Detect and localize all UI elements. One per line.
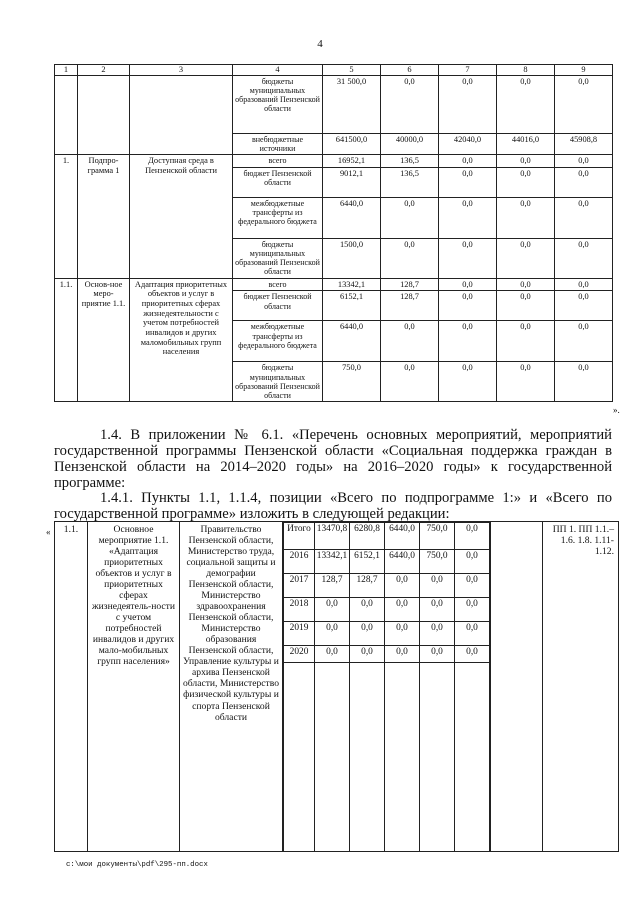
year-value-cell: 0,0 [385, 598, 420, 622]
year-value-cell: 0,0 [455, 550, 490, 574]
year-value-cell: 0,0 [420, 574, 455, 598]
value-cell: 0,0 [439, 291, 497, 321]
filler-cell [315, 663, 350, 851]
value-cell: 0,0 [439, 155, 497, 168]
value-cell: 31 500,0 [323, 75, 381, 133]
value-cell: 0,0 [497, 197, 555, 238]
paragraph-1-4: 1.4. В приложении № 6.1. «Перечень основных мероприятий, мероприятий государственной программы Пензенской области «Социальная поддержка граждан в Пензенской области на 2014–2020 годы» на 2016–2020 годы» к государственной программе: [54, 427, 612, 491]
value-cell: 136,5 [381, 167, 439, 197]
page-number: 4 [317, 38, 323, 50]
header-cell: 7 [439, 65, 497, 76]
value-cell: 641500,0 [323, 133, 381, 154]
value-cell: 6440,0 [323, 197, 381, 238]
value-cell: 0,0 [555, 238, 613, 278]
measure-number: 1.1. [55, 522, 88, 852]
year-row [284, 646, 490, 663]
header-cell: 4 [233, 65, 323, 76]
value-cell: 40000,0 [381, 133, 439, 154]
year-value-cell: 0,0 [420, 646, 455, 663]
paragraph-1-4-1: 1.4.1. Пункты 1.1, 1.1.4, позиции «Всего по подпрограмме 1:» и «Всего по государственной программе» изложить в следующей редакции: [54, 490, 612, 522]
value-cell: 0,0 [555, 278, 613, 291]
year-value-cell: 6440,0 [385, 523, 420, 550]
value-cell: 6152,1 [323, 291, 381, 321]
year-value-cell: 0,0 [315, 646, 350, 663]
year-row [284, 598, 490, 622]
value-cell: 0,0 [381, 362, 439, 402]
funding-source-cell: бюджет Пензенской области [233, 167, 323, 197]
funding-source-cell: внебюджетные источники [233, 133, 323, 154]
year-filler-row [284, 663, 490, 851]
value-cell: 0,0 [497, 75, 555, 133]
value-cell: 16952,1 [323, 155, 381, 168]
table-header-row [55, 65, 613, 76]
value-cell: 0,0 [555, 155, 613, 168]
filler-cell [350, 663, 385, 851]
year-value-cell: 0,0 [385, 646, 420, 663]
year-cell: 2017 [284, 574, 315, 598]
merged-cell [130, 75, 233, 154]
year-row [284, 574, 490, 598]
table-row [55, 278, 613, 291]
merged-cell: Адаптация приоритетных объектов и услуг в приоритетных сферах жизнедеятельности с учетом потребностей инвалидов и других маломобильных групп населения [130, 278, 233, 402]
year-cell: 2016 [284, 550, 315, 574]
header-cell: 2 [78, 65, 130, 76]
value-cell: 42040,0 [439, 133, 497, 154]
file-path-footer: c:\мои документы\pdf\295-пп.docx [66, 861, 208, 869]
merged-cell: Подпро-грамма 1 [78, 155, 130, 279]
value-cell: 0,0 [439, 362, 497, 402]
year-cell: 2019 [284, 622, 315, 646]
value-cell: 0,0 [555, 197, 613, 238]
value-cell: 0,0 [497, 238, 555, 278]
year-value-cell: 0,0 [350, 622, 385, 646]
merged-cell: Доступная среда в Пензенской области [130, 155, 233, 279]
year-cell: Итого [284, 523, 315, 550]
table1-end-mark: ». [613, 405, 620, 415]
value-cell: 750,0 [323, 362, 381, 402]
year-value-cell: 0,0 [455, 574, 490, 598]
funding-by-year [283, 522, 491, 852]
year-value-cell: 750,0 [420, 550, 455, 574]
year-value-cell: 128,7 [315, 574, 350, 598]
merged-cell [78, 75, 130, 154]
value-cell: 0,0 [381, 321, 439, 362]
program-table [54, 521, 619, 852]
header-cell: 5 [323, 65, 381, 76]
value-cell: 136,5 [381, 155, 439, 168]
value-cell: 0,0 [497, 278, 555, 291]
value-cell: 0,0 [439, 278, 497, 291]
header-cell: 8 [497, 65, 555, 76]
year-value-cell: 0,0 [455, 598, 490, 622]
funding-source-cell: межбюджетные трансферты из федерального бюджета [233, 321, 323, 362]
year-value-cell: 0,0 [420, 622, 455, 646]
value-cell: 0,0 [497, 167, 555, 197]
value-cell: 0,0 [497, 362, 555, 402]
year-value-cell: 6280,8 [350, 523, 385, 550]
year-value-cell: 0,0 [315, 622, 350, 646]
merged-cell: 1.1. [55, 278, 78, 402]
value-cell: 0,0 [381, 75, 439, 133]
year-value-cell: 0,0 [350, 598, 385, 622]
year-value-cell: 0,0 [385, 574, 420, 598]
merged-cell: 1. [55, 155, 78, 279]
indicators: ПП 1. ПП 1.1.– 1.6. 1.8. 1.11-1.12. [543, 522, 619, 852]
year-row [284, 622, 490, 646]
year-value-cell: 0,0 [420, 598, 455, 622]
value-cell: 0,0 [555, 362, 613, 402]
table2-start-mark: « [46, 527, 51, 537]
value-cell: 0,0 [439, 167, 497, 197]
value-cell: 0,0 [555, 167, 613, 197]
table-row [55, 155, 613, 168]
value-cell: 128,7 [381, 278, 439, 291]
value-cell: 1500,0 [323, 238, 381, 278]
value-cell: 13342,1 [323, 278, 381, 291]
value-cell: 6440,0 [323, 321, 381, 362]
measure-name: Основное мероприятие 1.1. «Адаптация приоритетных объектов и услуг в приоритетных сферах жизнедеятель-ности с учетом потребностей инвалидов и других мало-мобильных групп населения» [88, 522, 180, 852]
funding-source-cell: бюджеты муниципальных образований Пензенской области [233, 75, 323, 133]
merged-cell: Основ-ное меро-приятие 1.1. [78, 278, 130, 402]
value-cell: 0,0 [555, 321, 613, 362]
value-cell: 45908,8 [555, 133, 613, 154]
empty-column [491, 522, 543, 852]
budget-table [54, 64, 613, 402]
value-cell: 0,0 [439, 238, 497, 278]
value-cell: 0,0 [381, 197, 439, 238]
value-cell: 0,0 [381, 238, 439, 278]
year-value-cell: 0,0 [455, 523, 490, 550]
year-value-cell: 0,0 [385, 622, 420, 646]
year-value-cell: 128,7 [350, 574, 385, 598]
value-cell: 0,0 [439, 321, 497, 362]
header-cell: 9 [555, 65, 613, 76]
value-cell: 128,7 [381, 291, 439, 321]
value-cell: 44016,0 [497, 133, 555, 154]
year-value-cell: 13470,8 [315, 523, 350, 550]
value-cell: 0,0 [555, 291, 613, 321]
year-value-cell: 0,0 [455, 622, 490, 646]
year-cell: 2020 [284, 646, 315, 663]
filler-cell [455, 663, 490, 851]
value-cell: 0,0 [555, 75, 613, 133]
funding-source-cell: межбюджетные трансферты из федерального бюджета [233, 197, 323, 238]
merged-cell [55, 75, 78, 154]
year-row [284, 523, 490, 550]
years-table [283, 522, 490, 851]
funding-source-cell: бюджет Пензенской области [233, 291, 323, 321]
funding-source-cell: бюджеты муниципальных образований Пензенской области [233, 238, 323, 278]
filler-cell [385, 663, 420, 851]
filler-cell [284, 663, 315, 851]
header-cell: 3 [130, 65, 233, 76]
value-cell: 0,0 [497, 155, 555, 168]
measure-executor: Правительство Пензенской области, Министерство труда, социальной защиты и демографии Пензенской области, Министерство здравоохранения Пензенской области, Министерство образования Пензенской области, Управление культуры и архива Пензенской области, Министерство физической культуры и спорта Пензенской области [180, 522, 283, 852]
funding-source-cell: всего [233, 278, 323, 291]
funding-source-cell: всего [233, 155, 323, 168]
funding-source-cell: бюджеты муниципальных образований Пензенской области [233, 362, 323, 402]
year-cell: 2018 [284, 598, 315, 622]
year-value-cell: 6152,1 [350, 550, 385, 574]
year-value-cell: 6440,0 [385, 550, 420, 574]
value-cell: 0,0 [497, 291, 555, 321]
value-cell: 9012,1 [323, 167, 381, 197]
header-cell: 6 [381, 65, 439, 76]
year-value-cell: 0,0 [350, 646, 385, 663]
value-cell: 0,0 [439, 75, 497, 133]
year-value-cell: 13342,1 [315, 550, 350, 574]
year-value-cell: 0,0 [315, 598, 350, 622]
filler-cell [420, 663, 455, 851]
value-cell: 0,0 [497, 321, 555, 362]
header-cell: 1 [55, 65, 78, 76]
year-row [284, 550, 490, 574]
table-row [55, 75, 613, 133]
value-cell: 0,0 [439, 197, 497, 238]
year-value-cell: 0,0 [455, 646, 490, 663]
year-value-cell: 750,0 [420, 523, 455, 550]
